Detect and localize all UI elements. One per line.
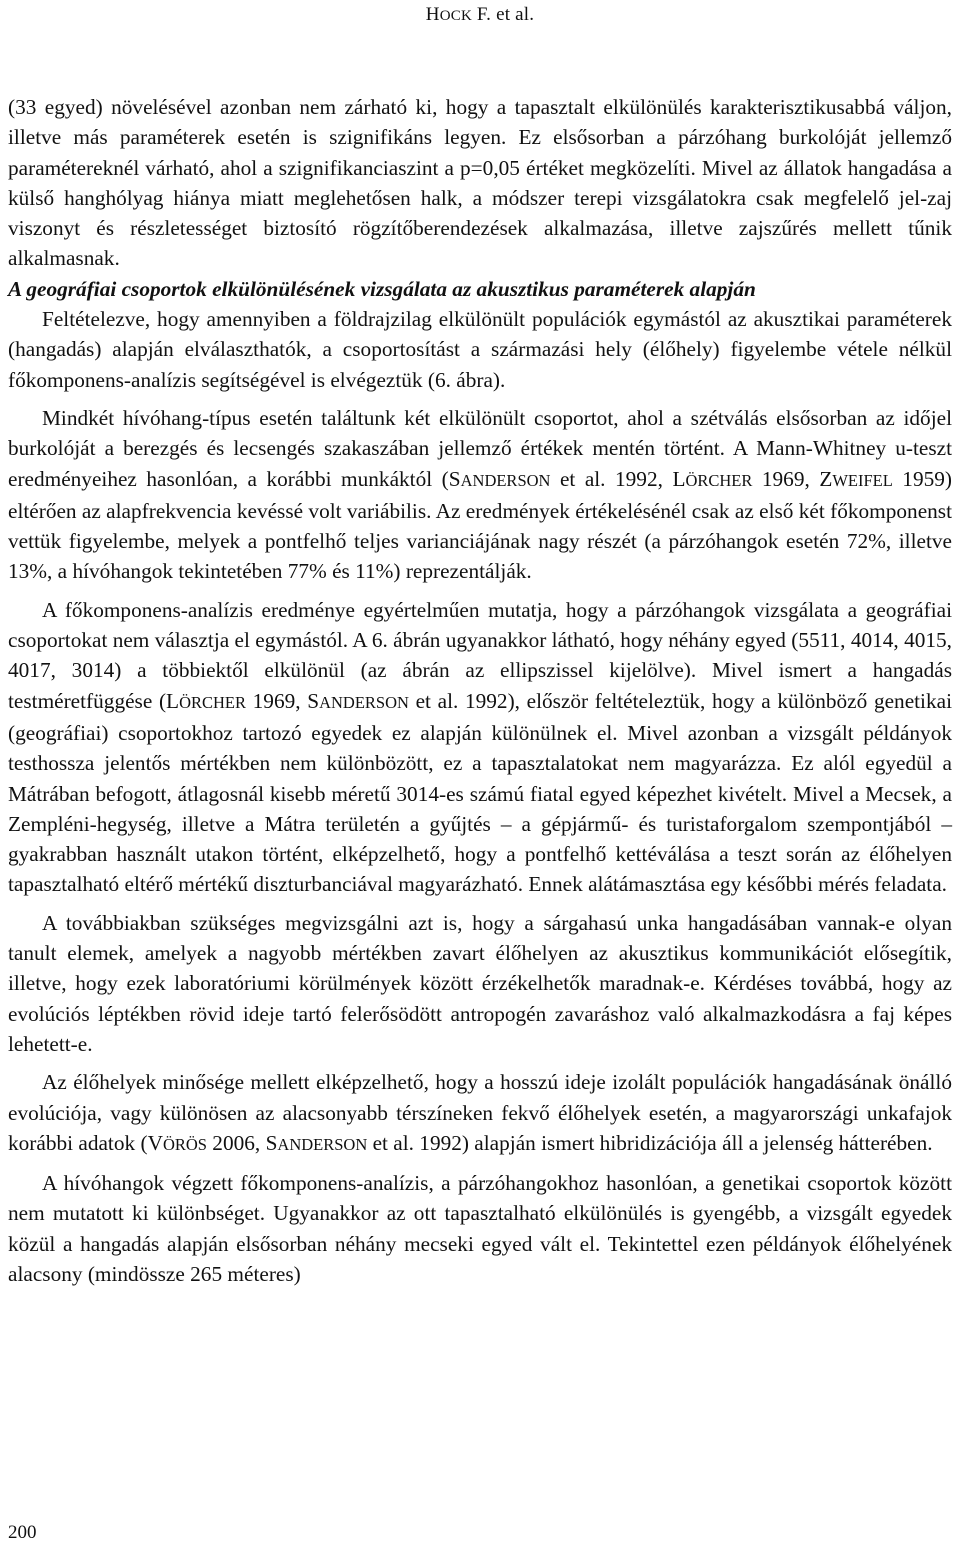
citation-sanderson-initial: S bbox=[448, 466, 461, 491]
header-author-rest: OCK bbox=[439, 8, 472, 24]
running-header bbox=[0, 4, 960, 26]
page-number: 200 bbox=[8, 1522, 37, 1543]
paragraph-4 bbox=[8, 595, 952, 900]
p6-text-a: Az élőhelyek minősége mellett elképzelhető, hogy a hosszú ideje izolált populációk hangadásának önálló evolúciója, vagy különösen az alacsonyabb térszíneken fekvő élőhelyek esetén, a magyarországi unkafajok korábbi adatok ( bbox=[8, 1070, 952, 1155]
citation-sanderson-rest: ANDERSON bbox=[319, 692, 409, 712]
p6-text-c: et al. 1992) alapján ismert hibridizációja áll a jelenség hátterében. bbox=[367, 1130, 933, 1155]
header-author-initial: H bbox=[425, 4, 440, 25]
paragraph-1: (33 egyed) növelésével azonban nem zárható ki, hogy a tapasztalt elkülönülés karakterisztikusabbá váljon, illetve más paraméterek esetén is szignifikáns legyen. Ez elsősorban a párzóhang burkolóját jellemző paramétereknél várható, ahol a szignifikanciaszint a p=0,05 értéket megközelíti. Mivel az állatok hangadása a külső hanghólyag hiánya miatt meglehetősen halk, a módszer terepi vizsgálatokra csak megfelelő jel-zaj viszonyt és részletességet biztosító rögzítőberendezések alkalmazása, illetve zajszűrés mellett tűnik alkalmasnak. bbox=[8, 95, 952, 271]
citation-lorcher-rest: ÖRCHER bbox=[685, 470, 753, 490]
citation-lorcher-rest: ÖRCHER bbox=[179, 692, 246, 712]
citation-sanderson-initial: S bbox=[307, 688, 320, 713]
citation-voros-rest: ÖRÖS bbox=[162, 1134, 207, 1154]
p3-text-a: Mindkét hívóhang-típus esetén találtunk két elkülönült csoportot, ahol a szétválás elsősorban az időjel burkolóját a berezgés és lecsengés szakaszában jellemző értékek mentén történt. A Mann-Whitney u-teszt eredményeihez hasonlóan, a korábbi munkáktól ( bbox=[8, 405, 952, 491]
citation-zweifel-rest: WEIFEL bbox=[832, 470, 893, 490]
citation-sanderson-initial: S bbox=[265, 1130, 278, 1155]
p4-text-a: A főkomponens-analízis eredménye egyértelműen mutatja, hogy a párzóhangok vizsgálata a geográfiai csoportokat nem választja el egymástól. A 6. ábrán ugyanakkor látható, hogy néhány egyed (5511, 4014, 4015, 4017, 3014) a többiektől elkülönül (az ábrán az ellipszissel kijelölve). Mivel ismert a hangadás testméretfüggése ( bbox=[8, 597, 952, 713]
p4-text-c: et al. 1992), először feltételeztük, hogy a különböző genetikai (geográfiai) csoportokhoz tartozó egyedek ez alapján különülnek el. Mivel azonban a vizsgált példányok testhossza jelentős mértékben nem különbözött, ez a tapasztalatokat nem magyarázza. Ez alól egyedül a Mátrában befogott, átlagosnál kisebb méretű 3014-es számú fiatal egyed képezhet kivételt. Mivel a Mecsek, a Zempléni-hegység, illetve a Mátra területén a gyűjtés – a gépjármű- és turistaforgalom szempontjából – gyakrabban használt utakon történt, elképzelhető, hogy a pontfelhő kettéválása a teszt során az élőhelyen tapasztalható eltérő mértékű diszturbanciával magyarázható. Ennek alátámasztása egy későbbi mérés feladata. bbox=[8, 688, 952, 897]
paragraph-3 bbox=[8, 403, 952, 587]
citation-sanderson-rest: ANDERSON bbox=[460, 470, 551, 490]
paragraph-5: A továbbiakban szükséges megvizsgálni azt is, hogy a sárgahasú unka hangadásában vannak-e olyan tanult elemek, amelyek a nagyobb mértékben zavart élőhelyen az akusztikus kommunikációt elősegítik, illetve, hogy ezek laboratóriumi körülmények között érzékelhetők maradnak-e. Kérdéses továbbá, hogy az evolúciós léptékben rövid ideje tartó felerősödött antropogén zavaráshoz való alkalmazkodásra a faj képes lehetett-e. bbox=[8, 910, 952, 1056]
p4-text-b: 1969, bbox=[246, 688, 308, 713]
paragraph-2: Feltételezve, hogy amennyiben a földrajzilag elkülönült populációk egymástól az akusztikai paraméterek (hangadás) alapján elválaszthatók, a csoportosítást a származási hely (élőhely) figyelembe vétele nélkül főkomponens-analízis segítségével is elvégeztük (6. ábra). bbox=[8, 307, 952, 392]
p3-text-b: et al. 1992, bbox=[550, 466, 673, 491]
paragraph-7: A hívóhangok végzett főkomponens-analízis, a párzóhangokhoz hasonlóan, a genetikai csoportok között nem mutatott ki különbséget. Ugyanakkor az ott tapasztalható elkülönülés is gyengébb, a vizsgált egyedek közül a hangadás alapján elsősorban néhány mecseki egyed vált el. Tekintettel ezen példányok élőhelyének alacsony (mindössze 265 méteres) bbox=[8, 1171, 952, 1286]
p3-text-d: 1959) eltérően az alapfrekvencia kevéssé volt variábilis. Az eredmények értékelésénél csak az első két főkomponenst vettük figyelembe, melyek a pontfelhő teljes varianciájának nagy részét (a párzóhangok esetén 72%, illetve 13%, a hívóhangok tekintetében 77% és 11%) reprezentálják. bbox=[8, 466, 952, 584]
page-body bbox=[8, 92, 952, 1289]
citation-lorcher-initial: L bbox=[672, 466, 686, 491]
section-heading: A geográfiai csoportok elkülönülésének vizsgálata az akusztikus paraméterek alapján bbox=[8, 276, 756, 301]
citation-zweifel-initial: Z bbox=[819, 466, 833, 491]
citation-voros-initial: V bbox=[147, 1130, 163, 1155]
citation-sanderson-rest: ANDERSON bbox=[277, 1134, 368, 1154]
paragraph-6 bbox=[8, 1067, 952, 1160]
citation-lorcher-initial: L bbox=[166, 688, 180, 713]
p6-text-b: 2006, bbox=[206, 1130, 266, 1155]
p3-text-c: 1969, bbox=[752, 466, 820, 491]
header-suffix: F. et al. bbox=[471, 4, 535, 25]
